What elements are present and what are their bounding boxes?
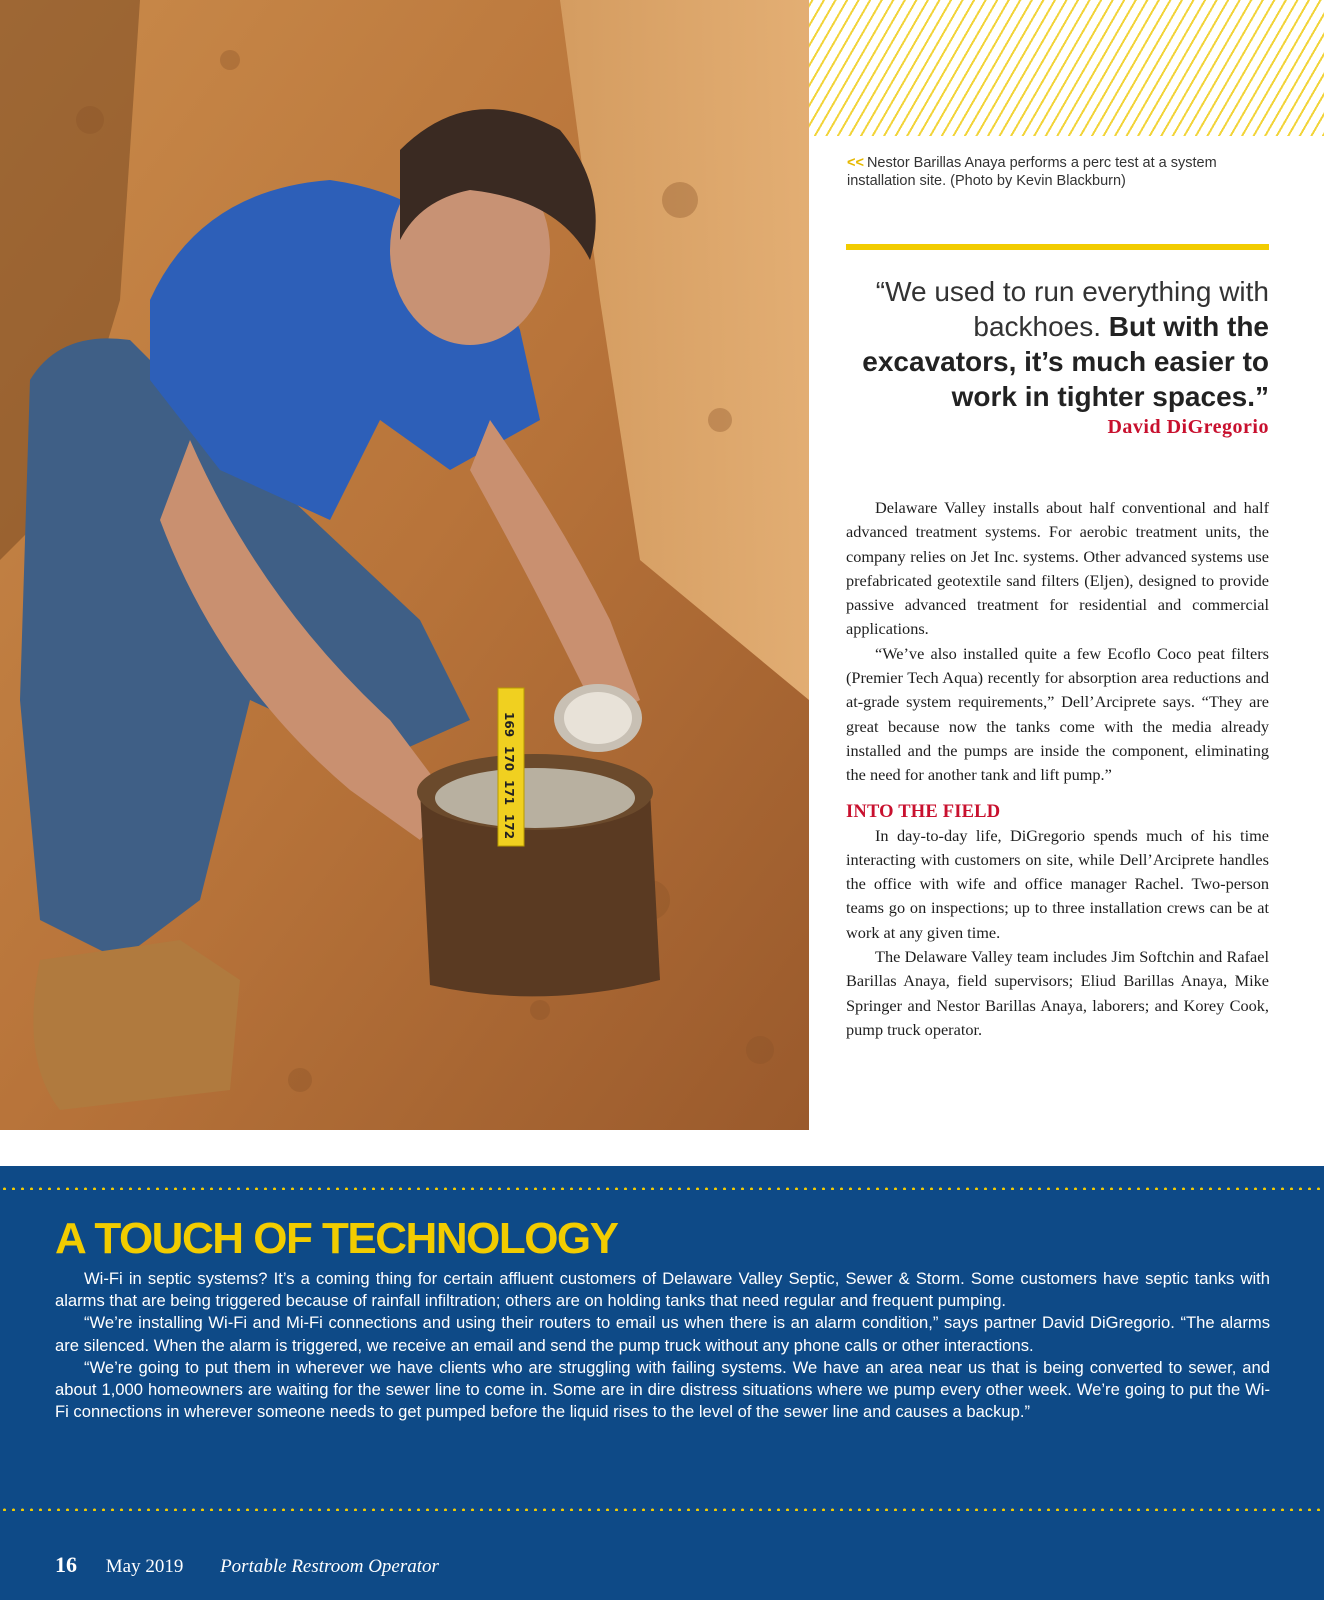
- feature-photo: [0, 0, 809, 1130]
- section-heading: INTO THE FIELD: [846, 801, 1001, 822]
- caption-arrows-icon: <<: [847, 155, 864, 171]
- tape-measure: [498, 688, 524, 846]
- page-number: 16: [55, 1552, 77, 1577]
- sidebar-paragraph: “We’re going to put them in wherever we have clients who are struggling with failing systems. We have an area near us that is being converted to sewer, and about 1,000 homeowners are waiting for the sewer line to come in. Some are in dire distress situations where we pump every other week. We’re going to put the Wi-Fi connections in wherever someone needs to get pumped before the liquid rises to the level of the sewer line and causes a backup.”: [55, 1357, 1270, 1422]
- svg-text:170: 170: [502, 746, 516, 772]
- pull-quote-author: David DiGregorio: [1107, 416, 1269, 438]
- sidebar-body: [55, 1268, 1270, 1423]
- technology-sidebar: [0, 1166, 1324, 1600]
- sidebar-paragraph: Wi-Fi in septic systems? It’s a coming thing for certain affluent customers of Delaware Valley Septic, Sewer & Storm. Some customers have septic tanks with alarms that are being triggered because of rainfall infiltration; others are on holding tanks that need regular and frequent pumping.: [55, 1269, 1270, 1311]
- pull-quote-light: “We used to run everything with backhoes.: [875, 276, 1269, 342]
- svg-text:171: 171: [502, 780, 516, 806]
- article-paragraph: In day-to-day life, DiGregorio spends much of his time interacting with customers on site, while Dell’Arciprete handles the office with wife and office manager Rachel. Two-person teams go on inspections; up to three installation crews can be at work at any given time.: [846, 825, 1269, 942]
- article-paragraph: Delaware Valley installs about half conventional and half advanced treatment systems. For aerobic treatment units, the company relies on Jet Inc. systems. Other advanced systems use prefabricated geotextile sand filters (Eljen), designed to provide passive advanced treatment for residential and commercial applications.: [846, 498, 1269, 639]
- article-body: [846, 496, 1269, 1042]
- article-paragraph: “We’ve also installed quite a few Ecoflo Coco peat filters (Premier Tech Aqua) recently for absorption area reductions and at-grade system requirements,” Dell’Arciprete says. “They are great because now the tanks come with the media already installed and the pumps are inside the component, eliminating the need for another tank and lift pump.”: [846, 643, 1269, 785]
- sidebar-paragraph: “We’re installing Wi-Fi and Mi-Fi connections and using their routers to email us when there is an alarm condition,” says partner David DiGregorio. “The alarms are silenced. When the alarm is triggered, we receive an email and send the pump truck without any phone calls or other interactions.: [55, 1313, 1270, 1355]
- dotted-divider: [0, 1187, 1324, 1190]
- quote-rule: [846, 244, 1269, 250]
- decorative-stripes: [809, 0, 1324, 136]
- page-footer: [55, 1552, 439, 1578]
- pull-quote: [846, 274, 1269, 440]
- svg-text:172: 172: [502, 814, 516, 840]
- issue-date: May 2019: [105, 1556, 184, 1577]
- pull-quote-bold: But with the excavators, it’s much easier to work in tighter spaces.”: [862, 311, 1269, 412]
- svg-text:169: 169: [502, 712, 516, 738]
- article-paragraph: The Delaware Valley team includes Jim Softchin and Rafael Barillas Anaya, field supervisors; Eliud Barillas Anaya, Mike Springer and Nestor Barillas Anaya, laborers; and Korey Cook, pump truck operator.: [846, 947, 1269, 1039]
- dotted-divider: [0, 1508, 1324, 1511]
- magazine-name: Portable Restroom Operator: [220, 1556, 439, 1577]
- sidebar-title: A TOUCH OF TECHNOLOGY: [55, 1214, 618, 1263]
- photo-caption: [847, 154, 1277, 190]
- caption-text: Nestor Barillas Anaya performs a perc test at a system installation site. (Photo by Kevin Blackburn): [847, 155, 1217, 189]
